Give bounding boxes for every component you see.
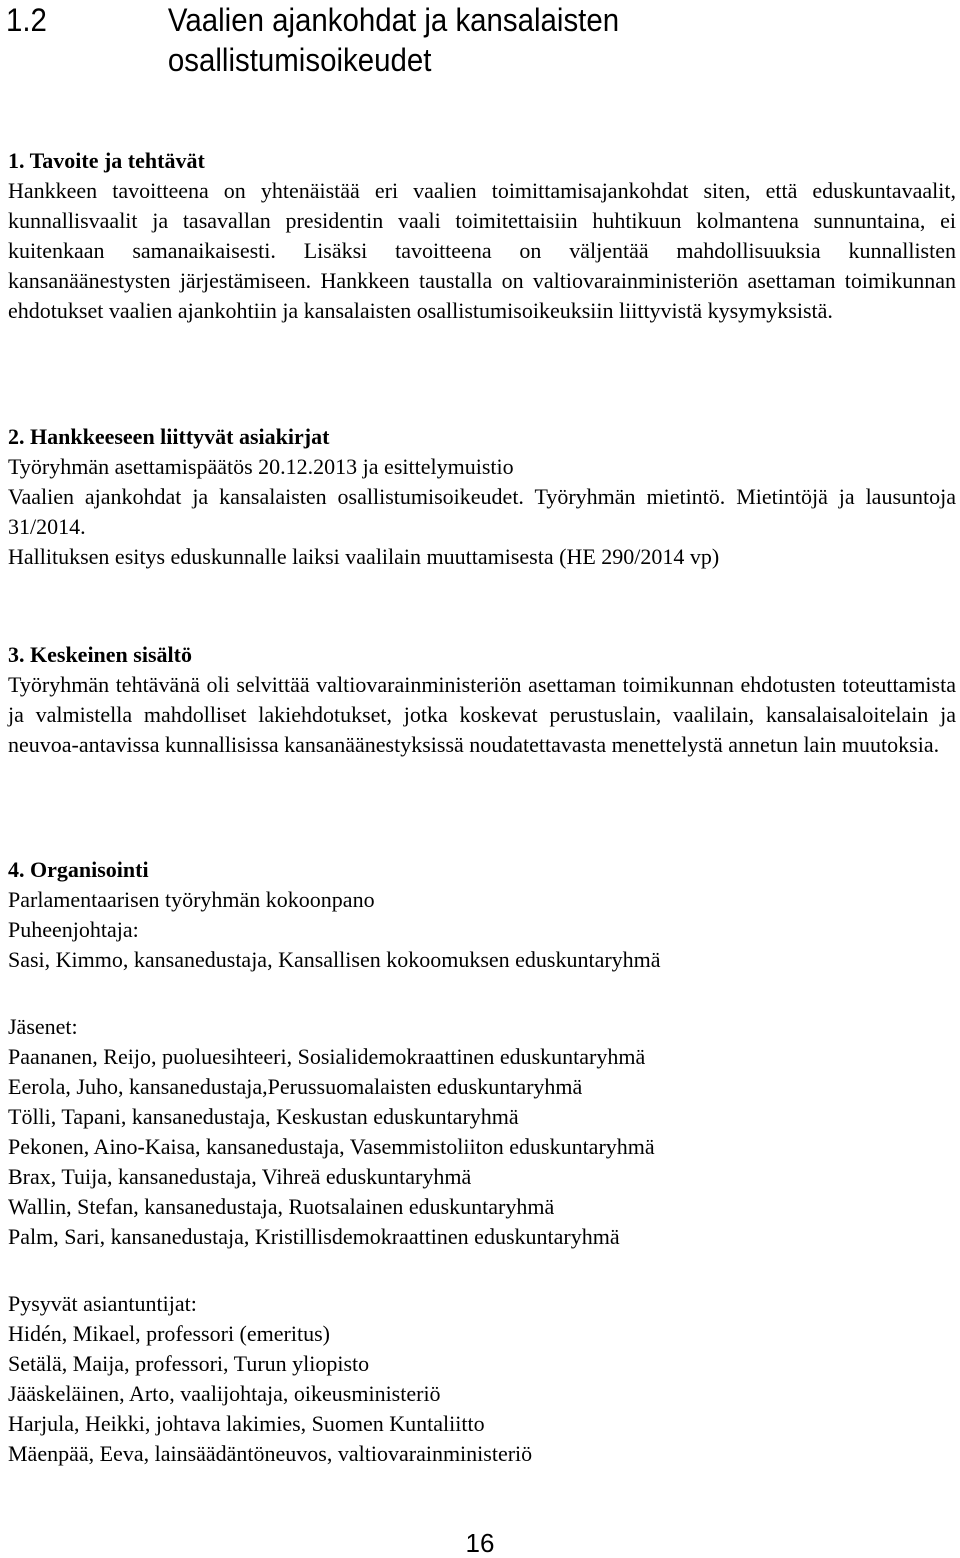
section-body: Hankkeen tavoitteena on yhtenäistää eri vaalien toimittamisajankohdat siten, että eduskuntavaalit, kunnallisvaalit ja tasavallan presidentin vaali toimitettaisiin huhtikuun kolmantena sunnuntaina, ei kuitenkaan samanaikaisesti. Lisäksi tavoitteena on väljentää mahdollisuuksia kunnallisten kansanäänestysten järjestämiseen. Hankkeen taustalla on valtiovarainministeriön asettaman toimikunnan ehdotukset vaalien ajankohtiin ja kansalaisten osallistumisoikeuksiin liittyvistä kysymyksistä.: [8, 178, 956, 323]
members-label: Jäsenet:: [8, 1014, 78, 1039]
expert-item: Harjula, Heikki, johtava lakimies, Suomen Kuntaliitto: [8, 1411, 485, 1436]
expert-item: Jääskeläinen, Arto, vaalijohtaja, oikeusministeriö: [8, 1381, 441, 1406]
member-item: Palm, Sari, kansanedustaja, Kristillisdemokraattinen eduskuntaryhmä: [8, 1224, 620, 1249]
members-list: [8, 1012, 956, 1252]
chapter-title: Vaalien ajankohdat ja kansalaisten osallistumisoikeudet: [167, 2, 620, 78]
member-item: Eerola, Juho, kansanedustaja,Perussuomalaisten eduskuntaryhmä: [8, 1074, 583, 1099]
section-heading: 1. Tavoite ja tehtävät: [8, 148, 205, 173]
section-heading: 2. Hankkeeseen liittyvät asiakirjat: [8, 424, 330, 449]
member-item: Pekonen, Aino-Kaisa, kansanedustaja, Vasemmistoliiton eduskuntaryhmä: [8, 1134, 655, 1159]
chair-label: Puheenjohtaja:: [8, 917, 139, 942]
page-number: 16: [465, 1528, 495, 1558]
member-item: Wallin, Stefan, kansanedustaja, Ruotsalainen eduskuntaryhmä: [8, 1194, 555, 1219]
section-organisation: [8, 855, 956, 975]
section-body: Työryhmän tehtävänä oli selvittää valtiovarainministeriön asettaman toimikunnan ehdotusten toteuttamista ja valmistella mahdolliset lakiehdotukset, jotka koskevat perustuslain, vaalilain, kansalaisaloitelain ja neuvoa-antavissa kunnallisissa kansanäänestyksissä noudatettavasta menettelystä annetun lain muutoksia.: [8, 672, 956, 757]
document-line: Hallituksen esitys eduskunnalle laiksi vaalilain muuttamisesta (HE 290/2014 vp): [8, 544, 720, 569]
chapter-number: 1.2: [6, 2, 47, 38]
expert-item: Setälä, Maija, professori, Turun yliopisto: [8, 1351, 370, 1376]
member-item: Brax, Tuija, kansanedustaja, Vihreä eduskuntaryhmä: [8, 1164, 472, 1189]
experts-label: Pysyvät asiantuntijat:: [8, 1291, 197, 1316]
group-title: Parlamentaarisen työryhmän kokoonpano: [8, 887, 375, 912]
expert-item: Hidén, Mikael, professori (emeritus): [8, 1321, 330, 1346]
section-heading: 3. Keskeinen sisältö: [8, 642, 192, 667]
chair-name: Sasi, Kimmo, kansanedustaja, Kansallisen kokoomuksen eduskuntaryhmä: [8, 947, 661, 972]
document-line: Vaalien ajankohdat ja kansalaisten osallistumisoikeudet. Työryhmän mietintö. Mietintöjä ja lausuntoja 31/2014.: [8, 484, 956, 539]
member-item: Tölli, Tapani, kansanedustaja, Keskustan eduskuntaryhmä: [8, 1104, 519, 1129]
section-content: [8, 640, 956, 760]
section-goal: [8, 146, 956, 326]
expert-item: Mäenpää, Eeva, lainsäädäntöneuvos, valtiovarainministeriö: [8, 1441, 533, 1466]
section-heading: 4. Organisointi: [8, 857, 149, 882]
document-line: Työryhmän asettamispäätös 20.12.2013 ja esittelymuistio: [8, 454, 514, 479]
member-item: Paananen, Reijo, puoluesihteeri, Sosialidemokraattinen eduskuntaryhmä: [8, 1044, 646, 1069]
section-documents: [8, 422, 956, 572]
experts-list: [8, 1289, 956, 1469]
